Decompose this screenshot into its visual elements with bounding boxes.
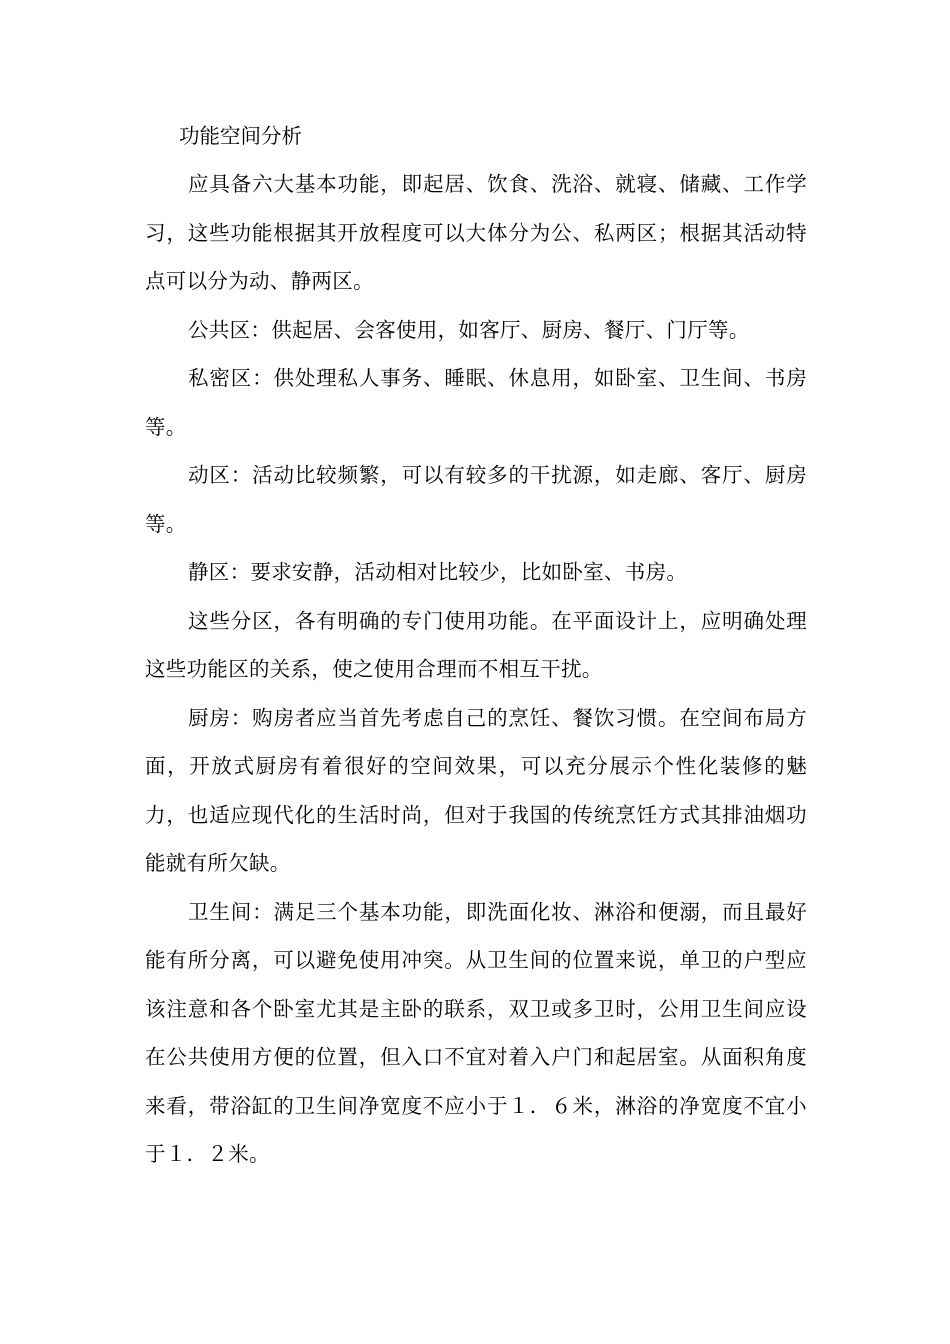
paragraph-bathroom: 卫生间：满足三个基本功能，即洗面化妆、淋浴和便溺，而且最好能有所分离，可以避免使用冲突。从卫生间的位置来说，单卫的户型应该注意和各个卧室尤其是主卧的联系，双卫或多卫时，公用卫生间应设在公共使用方便的位置，但入口不宜对着入户门和起居室。从面积角度来看，带浴缸的卫生间净宽度不应小于１．６米，淋浴的净宽度不宜小于１．２米。 — [145, 899, 807, 1166]
document-body — [145, 112, 807, 1179]
document-title: 功能空间分析 — [179, 124, 302, 148]
paragraph-active-zone: 动区：活动比较频繁，可以有较多的干扰源，如走廊、客厅、厨房等。 — [145, 463, 807, 536]
paragraph-private-zone: 私密区：供处理私人事务、睡眠、休息用，如卧室、卫生间、书房等。 — [145, 366, 807, 439]
paragraph-public-zone: 公共区：供起居、会客使用，如客厅、厨房、餐厅、门厅等。 — [188, 317, 750, 342]
paragraph-kitchen: 厨房：购房者应当首先考虑自己的烹饪、餐饮习惯。在空间布局方面，开放式厨房有着很好的空间效果，可以充分展示个性化装修的魅力，也适应现代化的生活时尚，但对于我国的传统烹饪方式其排油烟功能就有所欠缺。 — [145, 705, 807, 875]
paragraph-zoning: 这些分区，各有明确的专门使用功能。在平面设计上，应明确处理这些功能区的关系，使之使用合理而不相互干扰。 — [145, 608, 807, 681]
paragraph-functions: 应具备六大基本功能，即起居、饮食、洗浴、就寝、储藏、工作学习，这些功能根据其开放程度可以大体分为公、私两区；根据其活动特点可以分为动、静两区。 — [145, 172, 807, 293]
paragraph-quiet-zone: 静区：要求安静，活动相对比较少，比如卧室、书房。 — [188, 560, 688, 584]
